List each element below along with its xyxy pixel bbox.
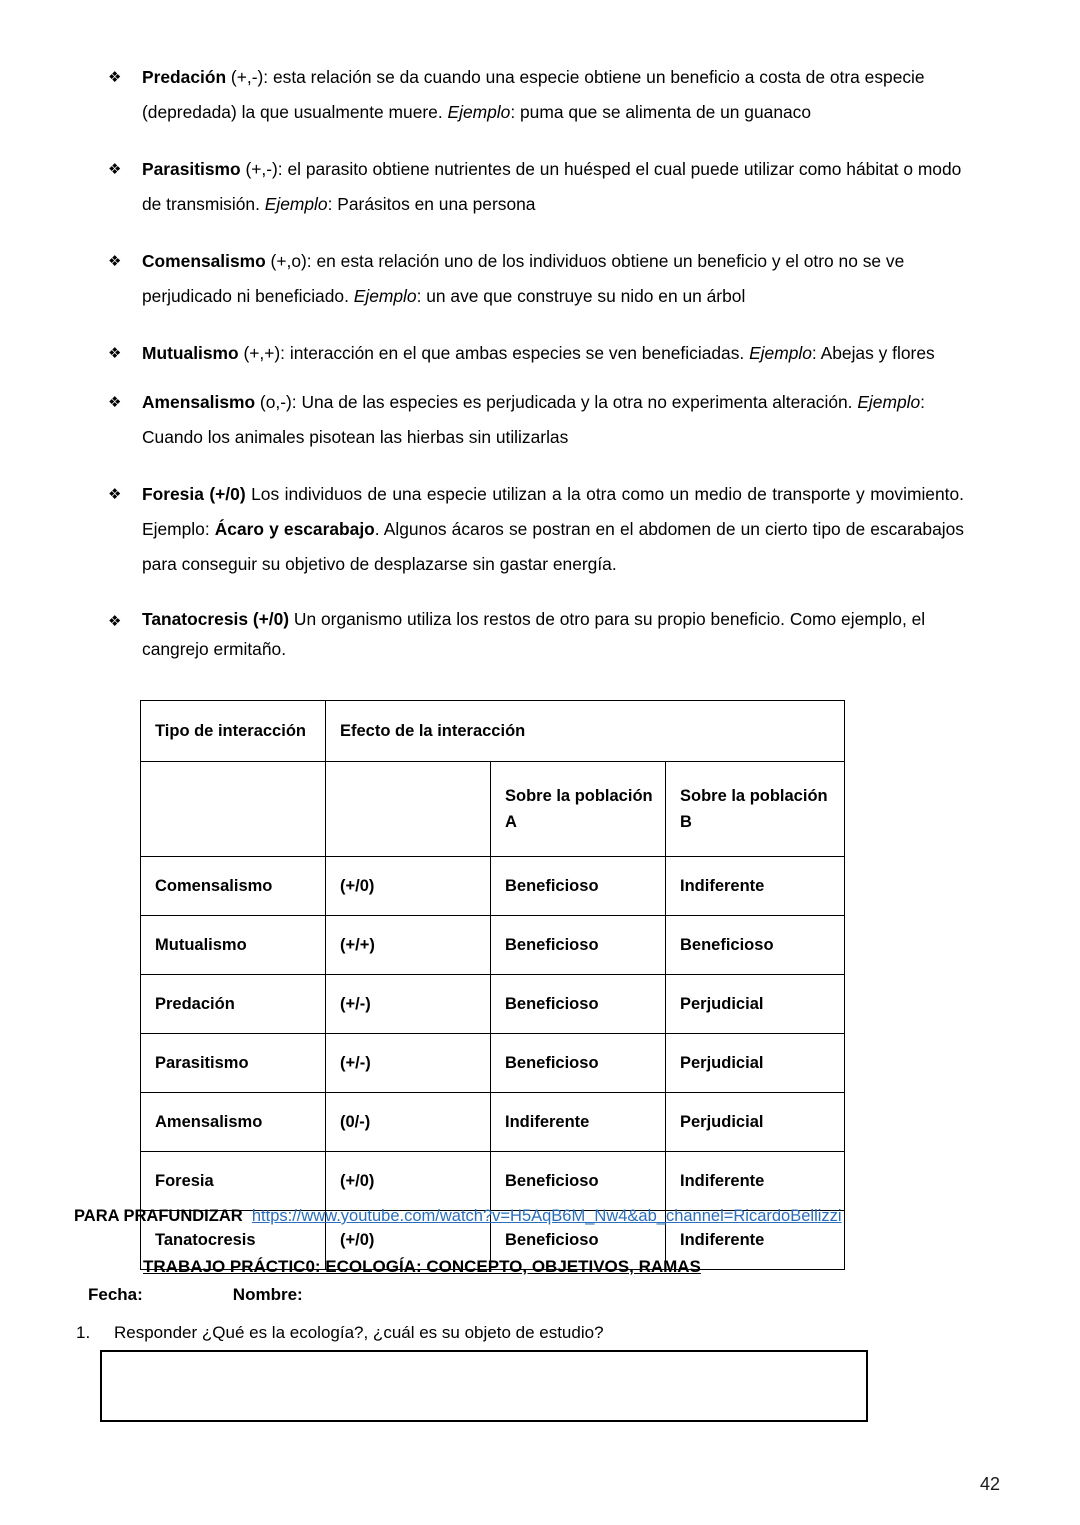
description-text: Los individuos de una especie utilizan a la otra como un medio de transporte y movimiento. Ejemplo: — [142, 484, 964, 539]
description-text: Una de las especies es perjudicada y la otra no experimenta alteración. — [301, 392, 858, 412]
term-label: Amensalismo — [142, 392, 256, 412]
cell-tipo: Tanatocresis — [141, 1211, 326, 1270]
term-label: Parasitismo — [142, 159, 241, 179]
example-label: Ejemplo — [447, 102, 511, 122]
fecha-label: Fecha: — [88, 1285, 143, 1304]
interaction-effects-table — [140, 700, 845, 1270]
example-text: : puma que se alimenta de un guanaco — [510, 102, 812, 122]
cell-poblacion-a: Beneficioso — [491, 916, 666, 975]
table-row — [141, 1093, 845, 1152]
cell-efecto: (+/0) — [326, 1152, 491, 1211]
cell-poblacion-a: Beneficioso — [491, 1034, 666, 1093]
table-row — [141, 1152, 845, 1211]
list-item-amensalismo — [104, 385, 964, 455]
notation-label: (+,-): — [226, 67, 273, 87]
further-reading-label: PARA PRAFUNDIZAR — [74, 1207, 243, 1225]
example-text: : Parásitos en una persona — [327, 194, 536, 214]
cell-efecto: (+/-) — [326, 975, 491, 1034]
cell-efecto: (+/-) — [326, 1034, 491, 1093]
header-cell-efecto-interaccion: Efecto de la interacción — [326, 701, 845, 762]
cell-poblacion-a: Indiferente — [491, 1093, 666, 1152]
diamond-bullet-icon: ❖ — [108, 160, 122, 178]
list-item-tanatocresis — [104, 604, 964, 664]
cell-poblacion-b: Indiferente — [666, 857, 845, 916]
cell-poblacion-a: Beneficioso — [491, 975, 666, 1034]
table-row — [141, 1034, 845, 1093]
notation-label: (+,+): — [238, 343, 290, 363]
cell-tipo: Predación — [141, 975, 326, 1034]
question-number: 1. — [76, 1323, 91, 1342]
cell-tipo: Comensalismo — [141, 857, 326, 916]
diamond-bullet-icon: ❖ — [108, 393, 122, 411]
diamond-bullet-icon: ❖ — [108, 612, 122, 630]
table-row — [141, 975, 845, 1034]
example-text: . Algunos ácaros se postran en el abdomen de un cierto tipo de escarabajos para conseguir su objetivo de desplazarse sin gastar energía. — [142, 519, 964, 574]
nombre-label: Nombre: — [232, 1285, 303, 1304]
example-text: : un ave que construye su nido en un árbol — [416, 286, 746, 306]
description-text: en esta relación uno de los individuos obtiene un beneficio y el otro no se ve perjudicado ni beneficiado. — [142, 251, 905, 306]
cell-efecto: (+/0) — [326, 857, 491, 916]
diamond-bullet-icon: ❖ — [108, 252, 122, 270]
cell-tipo: Parasitismo — [141, 1034, 326, 1093]
header-cell-poblacion-b: Sobre la población B — [666, 762, 845, 857]
cell-poblacion-a: Beneficioso — [491, 1152, 666, 1211]
cell-poblacion-a: Beneficioso — [491, 857, 666, 916]
youtube-link[interactable]: https://www.youtube.com/watch?v=H5AqB6M_Nw4&ab_channel=RicardoBellizzi — [251, 1207, 842, 1225]
cell-efecto: (+/0) — [326, 1211, 491, 1270]
list-item-parasitismo — [104, 152, 964, 222]
table-row — [141, 857, 845, 916]
list-item-predacion — [104, 60, 964, 130]
example-label: Ejemplo — [749, 343, 812, 363]
list-item-foresia — [104, 477, 964, 582]
header-cell-poblacion-a: Sobre la población A — [491, 762, 666, 857]
example-label: Ejemplo — [264, 194, 328, 214]
practical-work-fields — [88, 1285, 303, 1305]
list-item-comensalismo — [104, 244, 964, 314]
header-cell-blank-1 — [141, 762, 326, 857]
header-cell-blank-2 — [326, 762, 491, 857]
description-text: el parasito obtiene nutrientes de un huésped el cual puede utilizar como hábitat o modo de transmisión. — [142, 159, 962, 214]
list-item-mutualismo — [104, 336, 964, 371]
example-label: Ácaro y escarabajo — [214, 519, 375, 539]
term-label: Mutualismo — [142, 343, 239, 363]
header-cell-tipo-interaccion: Tipo de interacción — [141, 701, 326, 762]
example-text: : Abejas y flores — [811, 343, 935, 363]
cell-tipo: Amensalismo — [141, 1093, 326, 1152]
cell-poblacion-b: Beneficioso — [666, 916, 845, 975]
description-text: interacción en el que ambas especies se ven beneficiadas. — [289, 343, 750, 363]
cell-poblacion-b: Perjudicial — [666, 1093, 845, 1152]
description-text: Un organismo utiliza los restos de otro para su propio beneficio. Como ejemplo, el cangrejo ermitaño. — [142, 609, 926, 659]
diamond-bullet-icon: ❖ — [108, 68, 122, 86]
example-text: : Cuando los animales pisotean las hierbas sin utilizarlas — [142, 392, 926, 447]
question-1 — [76, 1320, 604, 1346]
cell-poblacion-b: Perjudicial — [666, 1034, 845, 1093]
diamond-bullet-icon: ❖ — [108, 485, 122, 503]
cell-tipo: Foresia — [141, 1152, 326, 1211]
example-label: Ejemplo — [353, 286, 417, 306]
question-text: Responder ¿Qué es la ecología?, ¿cuál es su objeto de estudio? — [114, 1323, 604, 1342]
notation-label: (+,o): — [265, 251, 317, 271]
table-header-row-2 — [141, 762, 845, 857]
diamond-bullet-icon: ❖ — [108, 344, 122, 362]
cell-efecto: (0/-) — [326, 1093, 491, 1152]
practical-work-title: TRABAJO PRÁCTIC0: ECOLOGÍA: CONCEPTO, OBJETIVOS, RAMAS — [143, 1257, 701, 1276]
notation-label: (+,-): — [240, 159, 288, 179]
term-label: Predación — [142, 67, 227, 87]
cell-poblacion-b: Indiferente — [666, 1152, 845, 1211]
term-label: Foresia (+/0) — [142, 484, 246, 504]
cell-poblacion-b: Perjudicial — [666, 975, 845, 1034]
table-header-row-1 — [141, 701, 845, 762]
answer-input-box[interactable] — [100, 1350, 868, 1422]
cell-efecto: (+/+) — [326, 916, 491, 975]
term-label: Tanatocresis (+/0) — [142, 609, 290, 629]
interaction-types-list — [104, 60, 964, 664]
page-number: 42 — [979, 1474, 1000, 1494]
notation-label: (o,-): — [255, 392, 302, 412]
example-label: Ejemplo — [857, 392, 921, 412]
table-row — [141, 916, 845, 975]
further-reading-line — [74, 1203, 842, 1229]
cell-poblacion-a: Beneficioso — [491, 1211, 666, 1270]
description-text: esta relación se da cuando una especie obtiene un beneficio a costa de otra especie (depredada) la que usualmente muere. — [142, 67, 925, 122]
term-label: Comensalismo — [142, 251, 266, 271]
cell-poblacion-b: Indiferente — [666, 1211, 845, 1270]
cell-tipo: Mutualismo — [141, 916, 326, 975]
